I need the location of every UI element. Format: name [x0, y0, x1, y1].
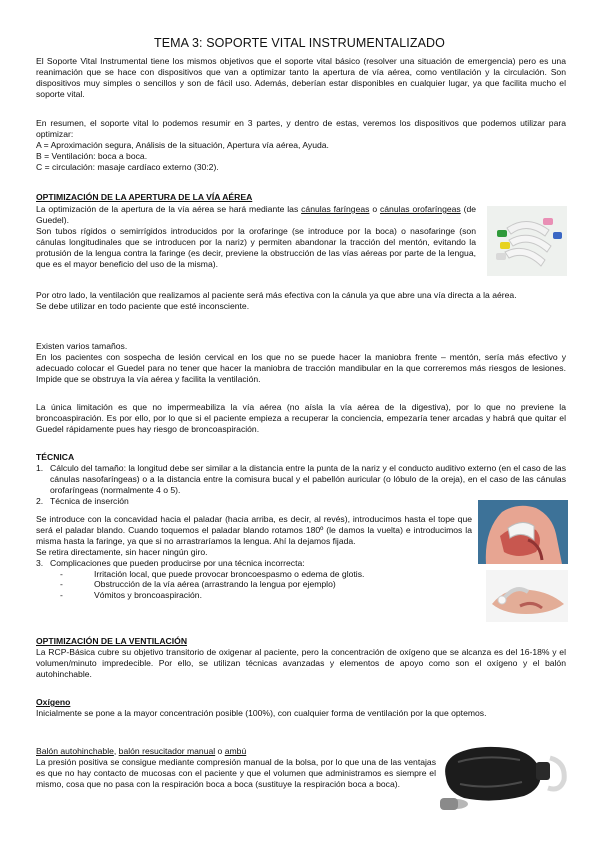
- complication-text: Vómitos y broncoaspiración.: [94, 590, 202, 601]
- insertion-hand-image: [486, 570, 568, 622]
- airway-limitation-paragraph: La única limitación es que no impermeabiliza la vía aérea (no aísla la vía aérea de la digestiva), por lo que no previene la broncoaspiración. Es por ello, por lo que si el paciente empieza a recuperar la conciencia, empezaría tener arcadas y habrá que quitar el Guedel rápidamente pues hay riesgo de broncoaspiración.: [36, 402, 566, 434]
- insertion-section: [36, 514, 472, 601]
- oxygen-section: [36, 697, 566, 719]
- ambu-bag-image: [436, 728, 568, 812]
- airway-tubes-paragraph: Son tubos rígidos o semirrígidos introducidos por la orofaringe (se introduce por la boca) o nasofaringe (son cánulas longitudinales que se introducen por la nariz) y permiten abandonar la tracción del mentón, evitando la protusión de la lengua contra la faringe (es decir, previene la obstrucción de las vías aéreas por parte de la lengua, que es el mayor beneficio del uso de la misma).: [36, 225, 476, 269]
- insertion-paragraph: Se introduce con la concavidad hacia el paladar (hacia arriba, es decir, al revés), introducimos hasta el tope que será el paladar blando. Cuando toquemos el paladar blando rotamos 180º (le damos la vuelta) e introducimos la misma hasta la faringe, ya que si no arrastraríamos la lengua. Ahí la dejamos fijada.: [36, 514, 472, 546]
- airway-intro-mid: o: [369, 204, 380, 214]
- canulas-faringeas-link: cánulas faríngeas: [301, 204, 370, 214]
- airway-text-wide: [36, 290, 566, 312]
- tecnica-item-1: [36, 463, 566, 496]
- oxygen-paragraph: Inicialmente se pone a la mayor concentración posible (100%), con cualquier forma de ventilación por la que optemos.: [36, 707, 487, 718]
- ambu-heading-autohinchable: Balón autohinchable: [36, 746, 114, 756]
- insertion-anatomy-image: [478, 500, 568, 564]
- airway-intro-pre: La optimización de la apertura de la vía aérea se hará mediante las: [36, 204, 302, 214]
- ambu-heading-resucitador: balón resucitador manual: [118, 746, 216, 756]
- complications-list: [36, 558, 472, 602]
- airway-intro-paragraph: [36, 204, 476, 226]
- canulas-orofaringeas-link: cánulas orofaríngeas: [379, 204, 461, 214]
- airway-unconscious-paragraph: Se debe utilizar en todo paciente que esté inconsciente.: [36, 300, 250, 311]
- airway-intro-post: (de Guedel).: [36, 204, 477, 225]
- airway-section: [36, 192, 566, 203]
- complication-dash: -: [60, 579, 63, 590]
- tecnica-item-2-text: Técnica de inserción: [50, 495, 129, 506]
- tecnica-item-1-text: Cálculo del tamaño: la longitud debe ser similar a la distancia entre la punta de la nariz y el conducto auditivo externo (en el caso de las cánulas nasofaríngeas) o a la distancia entre la comisura bucal y el pabellón auricular (o lóbulo de la oreja), en el caso de las cánulas orofaríngeas (normalmente 4 o 5).: [50, 462, 566, 495]
- summary-item-c: C = circulación: masaje cardíaco externo (30:2).: [36, 161, 219, 172]
- ambu-heading-ambu: ambú: [224, 746, 247, 756]
- tecnica-item-3-number: 3.: [36, 557, 44, 568]
- oxygen-heading: Oxígeno: [36, 697, 71, 707]
- complication-item: [36, 579, 472, 590]
- complication-text: Irritación local, que puede provocar broncoespasmo o edema de glotis.: [94, 568, 365, 579]
- airway-sizes-paragraph: Existen varios tamaños.: [36, 341, 128, 351]
- tecnica-item-1-number: 1.: [36, 462, 44, 473]
- summary-item-a: A = Aproximación segura, Análisis de la situación, Apertura vía aérea, Ayuda.: [36, 139, 329, 150]
- summary-item-b: B = Ventilación: boca a boca.: [36, 150, 148, 161]
- ambu-heading-sep1: ,: [113, 746, 119, 756]
- airway-limitation-section: [36, 402, 566, 435]
- tecnica-section: [36, 452, 566, 507]
- anatomy-illustration-icon: [478, 500, 568, 564]
- ventilation-heading: OPTIMIZACIÓN DE LA VENTILACIÓN: [36, 636, 188, 646]
- summary-section: [36, 118, 566, 173]
- guedel-cannulas-icon: [487, 206, 567, 276]
- airway-sizes-section: [36, 341, 566, 385]
- tecnica-item-2-number: 2.: [36, 495, 44, 506]
- ventilation-paragraph: La RCP-Básica cubre su objetivo transitorio de oxigenar al paciente, pero la concentración de oxígeno que se alcanza es del 16-18% y el volumen/minuto impredecible. Por ello, se utilizan técnicas avanzadas y elementos de apoyo como son el oxígeno y el balón autohinchable.: [36, 646, 566, 679]
- guedel-cannulas-image: [487, 206, 567, 276]
- summary-paragraph: En resumen, el soporte vital lo podemos resumir en 3 partes, y dentro de estas, veremos los dispositivos que podemos utilizar para optimizar:: [36, 118, 566, 139]
- removal-paragraph: Se retira directamente, sin hacer ningún giro.: [36, 546, 208, 557]
- tecnica-heading: TÉCNICA: [36, 452, 75, 462]
- airway-text-narrow: [36, 204, 476, 269]
- intro-section: [36, 56, 566, 100]
- ambu-bag-icon: [436, 728, 568, 812]
- complication-item: [36, 569, 472, 580]
- complication-text: Obstrucción de la vía aérea (arrastrando la lengua por ejemplo): [94, 579, 336, 590]
- hand-insertion-icon: [486, 570, 568, 622]
- airway-ventilation-paragraph: Por otro lado, la ventilación que realizamos al paciente será más efectiva con la cánula ya que abre una vía directa a la aérea.: [36, 290, 517, 300]
- ambu-heading: [36, 746, 436, 757]
- tecnica-item-3-text: Complicaciones que pueden producirse por una técnica incorrecta:: [50, 557, 305, 568]
- complication-item: [36, 590, 472, 601]
- airway-heading: OPTIMIZACIÓN DE LA APERTURA DE LA VÍA AÉREA: [36, 192, 253, 202]
- complication-dash: -: [60, 590, 63, 601]
- tecnica-item-3: [36, 558, 472, 569]
- complication-dash: -: [60, 568, 63, 579]
- ambu-section: [36, 746, 436, 790]
- airway-cervical-paragraph: En los pacientes con sospecha de lesión cervical en los que no se puede hacer la maniobra frente – mentón, sería más efectivo y adecuado colocar el Guedel para no tener que hacer la maniobra de tracción mandibular en la que correremos más riesgos de lesiones. Impide que se obstruya la vía aérea y facilita la ventilación.: [36, 351, 566, 384]
- ambu-heading-sep2: o: [215, 746, 225, 756]
- ambu-paragraph: La presión positiva se consigue mediante compresión manual de la bolsa, por lo que una de las ventajas es que no hay contacto de mucosas con el paciente y que el volumen que administramos es siempre el mismo, cosa que no pasa con la respiración boca a boca (sustituye la respiración boca a boca).: [36, 756, 436, 789]
- intro-paragraph: El Soporte Vital Instrumental tiene los mismos objetivos que el soporte vital básico (resolver una situación de emergencia) pero es una reanimación que se hace con dispositivos que van a optimizar tanto la apertura de vía aérea, como ventilación y la circulación. Son dispositivos muy simples o sencillos y son de fácil uso. Además, deberían estar disponibles en cualquier lugar, ya que facilita mucho el soporte vital.: [36, 56, 566, 99]
- page-title: TEMA 3: SOPORTE VITAL INSTRUMENTALIZADO: [154, 36, 445, 50]
- ventilation-section: [36, 636, 566, 680]
